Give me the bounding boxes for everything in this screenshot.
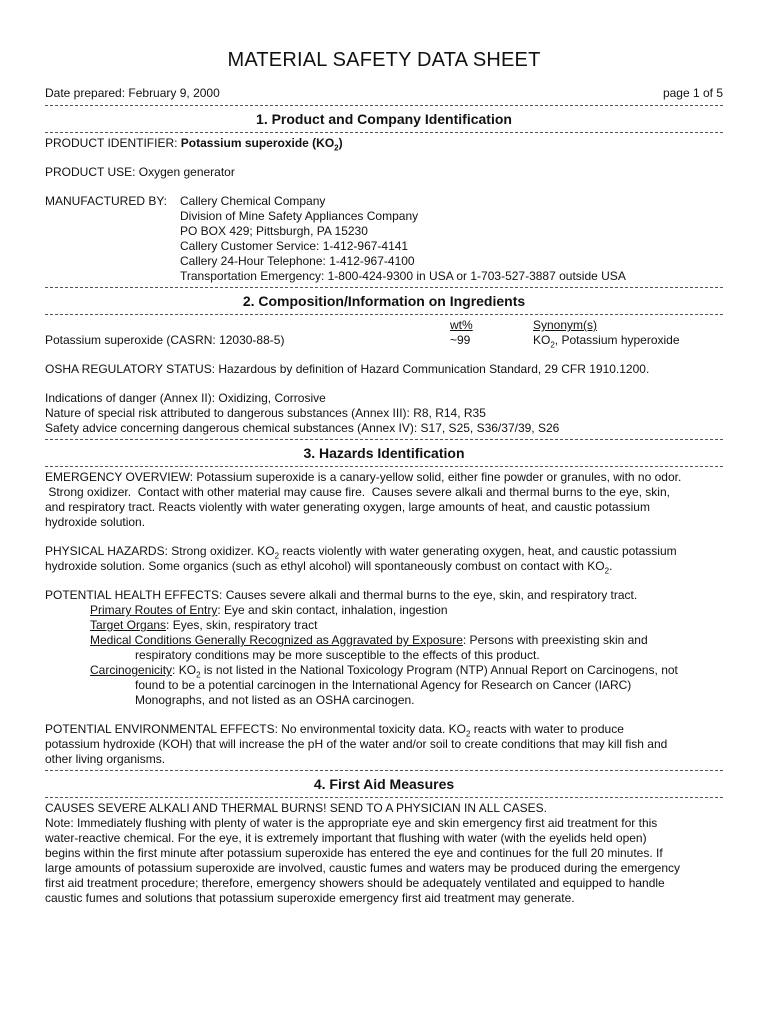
first-aid-line: first aid treatment procedure; therefore, emergency showers should be adequately ventilated and equipped to handle <box>45 876 665 890</box>
composition-header <box>45 318 723 333</box>
physical-hazards: PHYSICAL HAZARDS: Strong oxidizer. $KO_2$ reacts violently with water generating oxygen, heat, and caustic potassium <box>45 544 677 561</box>
divider <box>45 466 723 467</box>
ingredient-synonym: $KO_2$, Potassium hyperoxide <box>533 333 680 350</box>
emergency-overview-line: Strong oxidizer. Contact with other material may cause fire. Causes severe alkali and thermal burns to the eye, skin, <box>45 485 670 499</box>
routes-of-entry: Primary Routes of Entry: Eye and skin contact, inhalation, ingestion <box>90 603 448 617</box>
composition-row <box>45 333 723 348</box>
annex-line: Safety advice concerning dangerous chemical substances (Annex IV): S17, S25, S36/37/39, S26 <box>45 421 560 435</box>
first-aid-line: water-reactive chemical. For the eye, it is extremely important that flushing with water (with the eyelids held open) <box>45 831 647 845</box>
product-identifier-value: Potassium superoxide $(KO_2)$ <box>180 136 343 153</box>
medical-conditions: Medical Conditions Generally Recognized as Aggravated by Exposure: Persons with preexisting skin and <box>90 633 648 647</box>
section-2-title: 2. Composition/Information on Ingredients <box>242 293 526 309</box>
divider <box>45 439 723 440</box>
annex-line: Indications of danger (Annex II): Oxidizing, Corrosive <box>45 391 326 405</box>
manufacturer-line: Callery Chemical Company <box>180 194 326 208</box>
first-aid-line: begins within the first minute after potassium superoxide has entered the eye and continues for the full 20 minutes. If <box>45 846 663 860</box>
health-effects-intro: POTENTIAL HEALTH EFFECTS: Causes severe alkali and thermal burns to the eye, skin, and respiratory tract. <box>45 588 638 602</box>
manufacturer-line: PO BOX 429; Pittsburgh, PA 15230 <box>180 224 368 238</box>
emergency-overview-line: EMERGENCY OVERVIEW: Potassium superoxide is a canary-yellow solid, either fine powder or granules, with no odor. <box>45 470 682 484</box>
first-aid-line: large amounts of potassium superoxide are involved, caustic fumes and waters may be produced during the emergency <box>45 861 681 875</box>
ingredient-wt: ~99 <box>450 333 471 347</box>
product-identifier-label: PRODUCT IDENTIFIER: <box>45 136 178 150</box>
carcinogenicity: Carcinogenicity: $KO_2$ is not listed in the National Toxicology Program (NTP) Annual Report on Carcinogens, not <box>90 663 678 680</box>
manufacturer-line: Callery Customer Service: 1-412-967-4141 <box>180 239 409 253</box>
synonym-column-header: Synonym(s) <box>533 318 598 332</box>
wt-column-header: wt% <box>450 318 473 332</box>
emergency-overview-line: hydroxide solution. <box>45 515 146 529</box>
divider <box>45 105 723 106</box>
page-number: page 1 of 5 <box>662 86 723 100</box>
date-prepared: Date prepared: February 9, 2000 <box>45 86 220 100</box>
emergency-overview-line: and respiratory tract. Reacts violently with water generating oxygen, large amounts of heat, and caustic potassium <box>45 500 650 514</box>
first-aid-line: Note: Immediately flushing with plenty of water is the appropriate eye and skin emergency first aid treatment for this <box>45 816 658 830</box>
environmental-effects-cont: other living organisms. <box>45 752 166 766</box>
carcinogenicity-cont: Monographs, and not listed as an OSHA carcinogen. <box>135 693 415 707</box>
product-identifier <box>45 136 723 151</box>
ingredient-name: Potassium superoxide (CASRN: 12030-88-5) <box>45 333 285 347</box>
document-title: MATERIAL SAFETY DATA SHEET <box>227 49 541 71</box>
annex-line: Nature of special risk attributed to dangerous substances (Annex III): R8, R14, R35 <box>45 406 486 420</box>
section-1-title: 1. Product and Company Identification <box>256 111 512 127</box>
target-organs: Target Organs: Eyes, skin, respiratory tract <box>90 618 318 632</box>
carcinogenicity-cont: found to be a potential carcinogen in the International Agency for Research on Cancer (IARC) <box>135 678 632 692</box>
divider <box>45 287 723 288</box>
divider <box>45 314 723 315</box>
divider <box>45 132 723 133</box>
medical-conditions-cont: respiratory conditions may be more susceptible to the effects of this product. <box>135 648 540 662</box>
document-meta <box>45 86 723 101</box>
environmental-effects-cont: potassium hydroxide (KOH) that will increase the pH of the water and/or soil to create conditions that may kill fish and <box>45 737 668 751</box>
manufacturer-lines <box>180 194 626 284</box>
manufacturer-block <box>45 194 723 284</box>
manufacturer-line: Division of Mine Safety Appliances Company <box>180 209 419 223</box>
first-aid-line: CAUSES SEVERE ALKALI AND THERMAL BURNS! SEND TO A PHYSICIAN IN ALL CASES. <box>45 801 547 815</box>
section-4-title: 4. First Aid Measures <box>313 776 455 792</box>
section-3-title: 3. Hazards Identification <box>303 445 465 461</box>
physical-hazards-cont: hydroxide solution. Some organics (such as ethyl alcohol) will spontaneously combust on contact with $KO_2$. <box>45 559 613 576</box>
manufacturer-line: Callery 24-Hour Telephone: 1-412-967-4100 <box>180 254 415 268</box>
divider <box>45 797 723 798</box>
manufactured-by-label: MANUFACTURED BY: <box>45 194 168 208</box>
first-aid-line: caustic fumes and solutions that potassium superoxide emergency first aid treatment may generate. <box>45 891 575 905</box>
manufacturer-line: Transportation Emergency: 1-800-424-9300 in USA or 1-703-527-3887 outside USA <box>180 269 626 283</box>
divider <box>45 770 723 771</box>
environmental-effects: POTENTIAL ENVIRONMENTAL EFFECTS: No environmental toxicity data. $KO_2$ reacts with water to produce <box>45 722 624 739</box>
product-use: PRODUCT USE: Oxygen generator <box>45 165 235 179</box>
osha-status: OSHA REGULATORY STATUS: Hazardous by definition of Hazard Communication Standard, 29 CFR 1910.1200. <box>45 362 650 376</box>
